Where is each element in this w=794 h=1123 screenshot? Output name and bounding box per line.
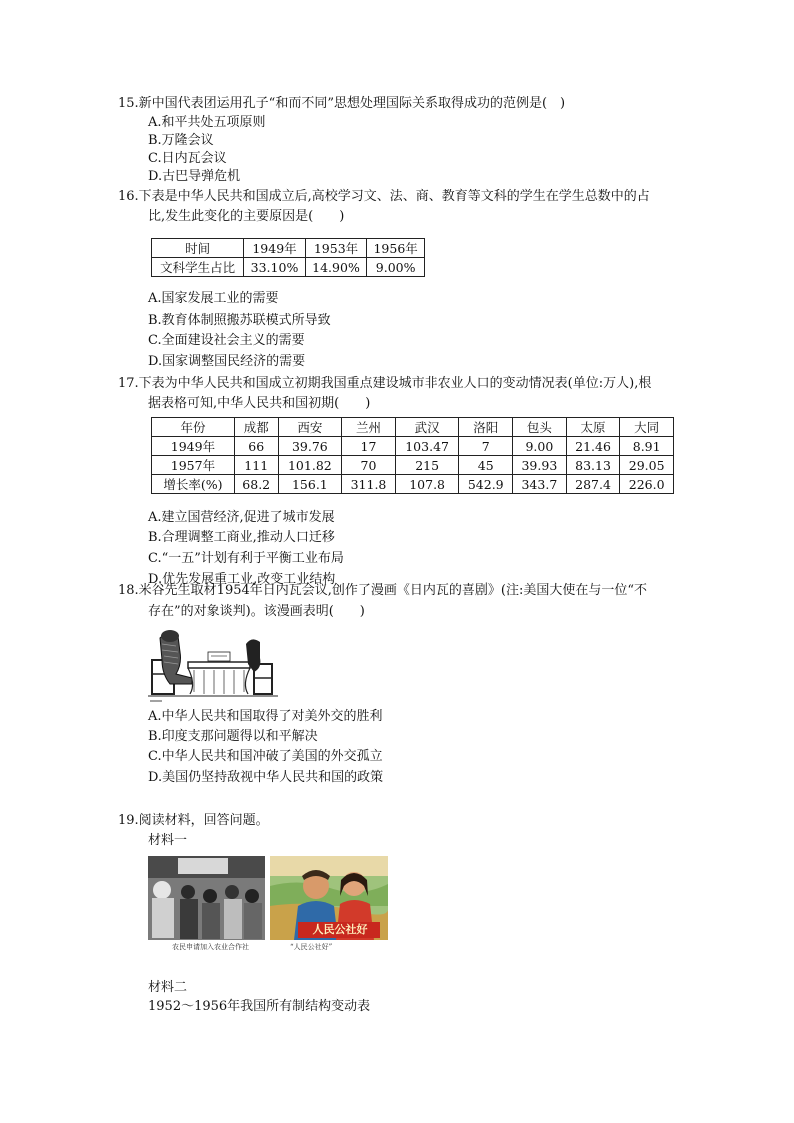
table-cell: 增长率(%): [152, 475, 235, 494]
table-cell: 时间: [152, 239, 244, 258]
table-cell: 1957年: [152, 456, 235, 475]
material2-label: 材料二: [148, 980, 188, 995]
table-cell: 14.90%: [305, 258, 367, 277]
table-cell: 101.82: [278, 456, 342, 475]
q16-option-b: B.教育体制照搬苏联模式所导致: [148, 313, 331, 328]
table-cell: 文科学生占比: [152, 258, 244, 277]
table-cell: 1953年: [305, 239, 367, 258]
table-cell: 1956年: [367, 239, 425, 258]
material1-label: 材料一: [148, 833, 188, 848]
table-cell: 156.1: [278, 475, 342, 494]
table-cell: 太原: [566, 418, 620, 437]
table-cell: 9.00%: [367, 258, 425, 277]
q16-stem-line2: 比,发生此变化的主要原因是( ): [148, 209, 345, 224]
table-row: [152, 475, 674, 494]
poster-banner-text: 人民公社好: [312, 923, 368, 936]
table-cell: 8.91: [620, 437, 674, 456]
q17-stem-line2: 据表格可知,中华人民共和国初期( ): [148, 396, 371, 411]
geneva-cartoon: [148, 624, 278, 704]
table-cell: 215: [395, 456, 459, 475]
table-cell: 39.93: [513, 456, 567, 475]
table-cell: 兰州: [342, 418, 396, 437]
q18-option-b: B.印度支那问题得以和平解决: [148, 729, 318, 744]
table-cell: 226.0: [620, 475, 674, 494]
table-cell: 7: [459, 437, 513, 456]
q17-option-c: C.“一五”计划有利于平衡工业布局: [148, 551, 344, 566]
table-cell: 大同: [620, 418, 674, 437]
q15-option-d: D.古巴导弹危机: [148, 169, 241, 184]
q18-stem-line2: 存在”的对象谈判)。该漫画表明( ): [148, 604, 365, 619]
q18-option-a: A.中华人民共和国取得了对美外交的胜利: [148, 709, 383, 724]
table-cell: 111: [234, 456, 278, 475]
cooperative-photo: [148, 856, 265, 954]
table-cell: 343.7: [513, 475, 567, 494]
q15-stem: 15.新中国代表团运用孔子“和而不同”思想处理国际关系取得成功的范例是( ): [118, 96, 566, 111]
table-row: [152, 456, 674, 475]
table-cell: 107.8: [395, 475, 459, 494]
commune-poster: [270, 856, 388, 954]
table-cell: 年份: [152, 418, 235, 437]
table-row: [152, 437, 674, 456]
table-cell: 33.10%: [244, 258, 306, 277]
commune-poster-caption: “人民公社好”: [290, 943, 333, 951]
q19-stem: 19.阅读材料，回答问题。: [118, 813, 269, 828]
table-cell: 287.4: [566, 475, 620, 494]
q17-option-b: B.合理调整工商业,推动人口迁移: [148, 530, 335, 545]
q16-stem-line1: 16.下表是中华人民共和国成立后,高校学习文、法、商、教育等文科的学生在学生总数中的占: [118, 189, 650, 204]
q18-option-c: C.中华人民共和国冲破了美国的外交孤立: [148, 749, 383, 764]
q18-stem-line1: 18.米谷先生取材1954年日内瓦会议,创作了漫画《日内瓦的喜剧》(注:美国大使在与一位“不: [118, 583, 647, 598]
q15-option-c: C.日内瓦会议: [148, 151, 227, 166]
table-row: [152, 418, 674, 437]
table-cell: 68.2: [234, 475, 278, 494]
table-cell: 45: [459, 456, 513, 475]
table-cell: 103.47: [395, 437, 459, 456]
table-cell: 17: [342, 437, 396, 456]
q16-option-a: A.国家发展工业的需要: [148, 291, 279, 306]
table-cell: 武汉: [395, 418, 459, 437]
q17-stem-line1: 17.下表为中华人民共和国成立初期我国重点建设城市非农业人口的变动情况表(单位:万人),根: [118, 376, 652, 391]
table-cell: 542.9: [459, 475, 513, 494]
q15-option-a: A.和平共处五项原则: [148, 115, 266, 130]
table-cell: 21.46: [566, 437, 620, 456]
table-cell: 66: [234, 437, 278, 456]
table-cell: 311.8: [342, 475, 396, 494]
q18-option-d: D.美国仍坚持敌视中华人民共和国的政策: [148, 770, 384, 785]
table-cell: 39.76: [278, 437, 342, 456]
table-cell: 83.13: [566, 456, 620, 475]
table-cell: 包头: [513, 418, 567, 437]
table-row: [152, 258, 425, 277]
table-row: [152, 239, 425, 258]
table-cell: 1949年: [244, 239, 306, 258]
q16-option-d: D.国家调整国民经济的需要: [148, 354, 306, 369]
table-cell: 9.00: [513, 437, 567, 456]
q17-option-d: D.优先发展重工业,改变工业结构: [148, 572, 336, 587]
q17-option-a: A.建立国营经济,促进了城市发展: [148, 510, 335, 525]
q16-option-c: C.全面建设社会主义的需要: [148, 333, 305, 348]
q15-option-b: B.万隆会议: [148, 133, 214, 148]
table-cell: 成都: [234, 418, 278, 437]
table-cell: 西安: [278, 418, 342, 437]
cooperative-photo-caption: 农民申请加入农业合作社: [172, 943, 249, 951]
table-cell: 29.05: [620, 456, 674, 475]
material2-text: 1952～1956年我国所有制结构变动表: [148, 999, 371, 1014]
table-cell: 洛阳: [459, 418, 513, 437]
q17-table: [151, 417, 674, 494]
table-cell: 1949年: [152, 437, 235, 456]
table-cell: 70: [342, 456, 396, 475]
q16-table: [151, 238, 425, 277]
